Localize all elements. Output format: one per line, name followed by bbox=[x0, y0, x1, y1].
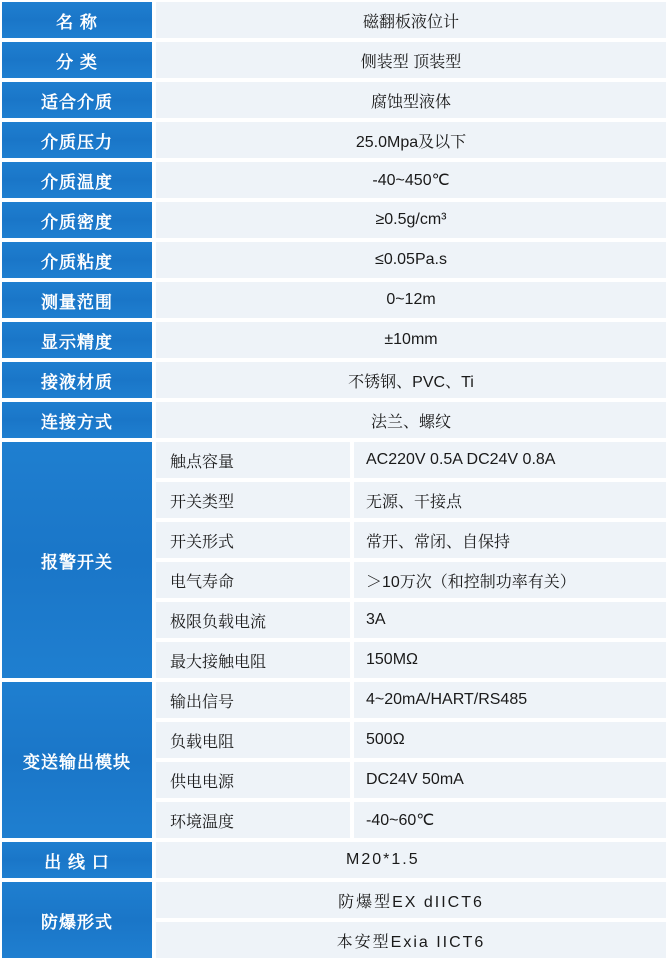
row-label-range: 测量范围 bbox=[0, 280, 154, 320]
list-item bbox=[154, 480, 668, 520]
row-label-outlet: 出 线 口 bbox=[0, 840, 154, 880]
table-row-alarm-switch bbox=[0, 440, 668, 680]
group-label-alarm-switch: 报警开关 bbox=[0, 440, 154, 680]
row-value-category: 侧装型 顶装型 bbox=[154, 40, 668, 80]
alarm-max-load-current-label: 极限负载电流 bbox=[154, 600, 352, 640]
list-item bbox=[154, 760, 668, 800]
row-value-density: ≥0.5g/cm³ bbox=[154, 200, 668, 240]
transmitter-ambient-temperature-label: 环境温度 bbox=[154, 800, 352, 840]
alarm-max-load-current-value: 3A bbox=[352, 600, 668, 640]
list-item bbox=[154, 600, 668, 640]
table-row-explosion-proof bbox=[0, 880, 668, 960]
row-value-viscosity: ≤0.05Pa.s bbox=[154, 240, 668, 280]
list-item bbox=[154, 920, 668, 960]
transmitter-output-signal-value: 4~20mA/HART/RS485 bbox=[352, 680, 668, 720]
row-label-viscosity: 介质粘度 bbox=[0, 240, 154, 280]
table-row bbox=[0, 160, 668, 200]
alarm-switch-subtable bbox=[154, 440, 668, 680]
transmitter-power-supply-value: DC24V 50mA bbox=[352, 760, 668, 800]
list-item bbox=[154, 520, 668, 560]
explosion-proof-subtable bbox=[154, 880, 668, 960]
row-value-accuracy: ±10mm bbox=[154, 320, 668, 360]
alarm-switch-form-value: 常开、常闭、自保持 bbox=[352, 520, 668, 560]
table-row bbox=[0, 120, 668, 160]
row-value-pressure: 25.0Mpa及以下 bbox=[154, 120, 668, 160]
row-label-pressure: 介质压力 bbox=[0, 120, 154, 160]
list-item bbox=[154, 880, 668, 920]
list-item bbox=[154, 440, 668, 480]
explosion-proof-value-2: 本安型Exia IICT6 bbox=[154, 920, 668, 960]
group-label-explosion-proof: 防爆形式 bbox=[0, 880, 154, 960]
list-item bbox=[154, 640, 668, 680]
row-value-medium: 腐蚀型液体 bbox=[154, 80, 668, 120]
list-item bbox=[154, 800, 668, 840]
alarm-contact-capacity-label: 触点容量 bbox=[154, 440, 352, 480]
transmitter-power-supply-label: 供电电源 bbox=[154, 760, 352, 800]
table-row bbox=[0, 40, 668, 80]
alarm-max-contact-resistance-label: 最大接触电阻 bbox=[154, 640, 352, 680]
row-label-temperature: 介质温度 bbox=[0, 160, 154, 200]
list-item bbox=[154, 560, 668, 600]
transmitter-output-signal-label: 输出信号 bbox=[154, 680, 352, 720]
transmitter-load-resistance-label: 负载电阻 bbox=[154, 720, 352, 760]
table-row bbox=[0, 360, 668, 400]
list-item bbox=[154, 680, 668, 720]
row-label-category: 分 类 bbox=[0, 40, 154, 80]
table-row bbox=[0, 200, 668, 240]
alarm-electrical-life-label: 电气寿命 bbox=[154, 560, 352, 600]
row-label-connection: 连接方式 bbox=[0, 400, 154, 440]
table-row-outlet bbox=[0, 840, 668, 880]
table-row-transmitter bbox=[0, 680, 668, 840]
row-value-name: 磁翻板液位计 bbox=[154, 0, 668, 40]
table-row bbox=[0, 80, 668, 120]
alarm-contact-capacity-value: AC220V 0.5A DC24V 0.8A bbox=[352, 440, 668, 480]
row-value-wetted-material: 不锈钢、PVC、Ti bbox=[154, 360, 668, 400]
alarm-switch-type-value: 无源、干接点 bbox=[352, 480, 668, 520]
row-value-outlet: M20*1.5 bbox=[154, 840, 668, 880]
row-value-connection: 法兰、螺纹 bbox=[154, 400, 668, 440]
table-row bbox=[0, 240, 668, 280]
row-value-range: 0~12m bbox=[154, 280, 668, 320]
alarm-switch-type-label: 开关类型 bbox=[154, 480, 352, 520]
table-row bbox=[0, 400, 668, 440]
table-row bbox=[0, 280, 668, 320]
transmitter-load-resistance-value: 500Ω bbox=[352, 720, 668, 760]
alarm-switch-form-label: 开关形式 bbox=[154, 520, 352, 560]
row-label-medium: 适合介质 bbox=[0, 80, 154, 120]
alarm-electrical-life-value: ＞10万次（和控制功率有关） bbox=[352, 560, 668, 600]
transmitter-subtable bbox=[154, 680, 668, 840]
explosion-proof-value-1: 防爆型EX dIICT6 bbox=[154, 880, 668, 920]
row-label-name: 名 称 bbox=[0, 0, 154, 40]
table-row bbox=[0, 0, 668, 40]
alarm-max-contact-resistance-value: 150MΩ bbox=[352, 640, 668, 680]
row-value-temperature: -40~450℃ bbox=[154, 160, 668, 200]
table-row bbox=[0, 320, 668, 360]
row-label-accuracy: 显示精度 bbox=[0, 320, 154, 360]
list-item bbox=[154, 720, 668, 760]
transmitter-ambient-temperature-value: -40~60℃ bbox=[352, 800, 668, 840]
row-label-density: 介质密度 bbox=[0, 200, 154, 240]
group-label-transmitter: 变送输出模块 bbox=[0, 680, 154, 840]
row-label-wetted-material: 接液材质 bbox=[0, 360, 154, 400]
